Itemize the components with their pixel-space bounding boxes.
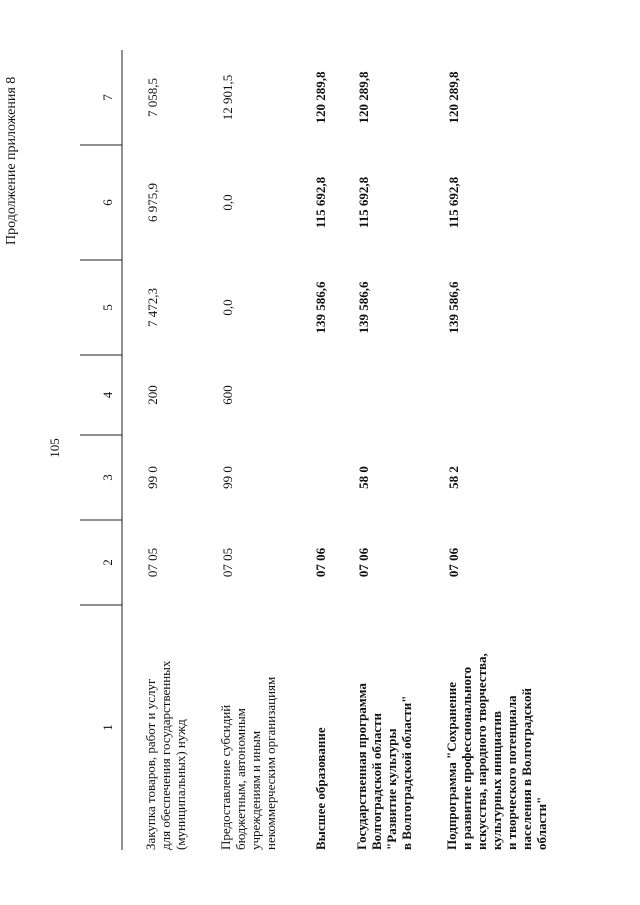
row-1-name-line-2: для обеспечения государственных xyxy=(158,660,173,850)
header-col-3: 3 xyxy=(100,474,115,481)
row-4-col-6: 115 692,8 xyxy=(356,176,371,229)
row-2-col-2: 07 05 xyxy=(220,547,235,578)
row-5-name-line-1: Подпрограмма "Сохранение xyxy=(444,681,459,850)
row-3-col-2: 07 06 xyxy=(313,547,328,578)
row-1-col-5: 7 472,3 xyxy=(145,288,160,327)
row-5-name-line-3: искусства, народного творчества, xyxy=(474,653,489,850)
row-5-name-line-7: области" xyxy=(534,796,549,850)
row-4-name-line-2: Волгоградской области xyxy=(369,712,384,850)
row-5-name xyxy=(444,590,549,850)
row-4-name-line-4: в Волгоградской области" xyxy=(399,695,414,850)
row-2-name-line-4: некоммерческим организациям xyxy=(263,676,278,850)
row-1-name xyxy=(143,590,188,850)
row-2-col-7: 12 901,5 xyxy=(220,74,235,121)
row-2-name xyxy=(218,590,278,850)
header-col-1: 1 xyxy=(100,724,115,731)
row-1-col-3: 99 0 xyxy=(145,466,160,489)
row-3-name-line-1: Высшее образование xyxy=(313,727,328,850)
row-4-col-2: 07 06 xyxy=(356,547,371,578)
row-2-name-line-3: учреждениям и иным xyxy=(248,730,263,850)
row-5-name-line-2: и развитие профессионального xyxy=(459,666,474,850)
row-3-col-7: 120 289,8 xyxy=(313,71,328,124)
row-3-col-5: 139 586,6 xyxy=(313,281,328,334)
row-5-col-7: 120 289,8 xyxy=(446,71,461,124)
row-4-col-5: 139 586,6 xyxy=(356,281,371,334)
row-2-name-line-1: Предоставление субсидий xyxy=(218,704,233,850)
row-2-name-line-2: бюджетным, автономным xyxy=(233,708,248,850)
row-4-col-7: 120 289,8 xyxy=(356,71,371,124)
row-2-col-6: 0,0 xyxy=(220,194,235,211)
row-5-col-3: 58 2 xyxy=(446,466,461,489)
row-2-col-3: 99 0 xyxy=(220,466,235,489)
row-4-name-line-3: "Развитие культуры xyxy=(384,728,399,850)
page-number: 105 xyxy=(47,438,62,458)
row-5-col-5: 139 586,6 xyxy=(446,281,461,334)
header-col-4: 4 xyxy=(100,391,115,399)
row-1-name-line-1: Закупка товаров, работ и услуг xyxy=(143,678,158,850)
row-5-col-2: 07 06 xyxy=(446,547,461,578)
row-1-col-7: 7 058,5 xyxy=(145,78,160,117)
row-4-name-line-1: Государственная программа xyxy=(354,683,369,850)
row-5-col-6: 115 692,8 xyxy=(446,176,461,229)
row-1-name-line-3: (муниципальных) нужд xyxy=(173,719,188,850)
row-1-col-4: 200 xyxy=(145,385,160,405)
row-1-col-2: 07 05 xyxy=(145,547,160,578)
row-2-col-4: 600 xyxy=(220,385,235,405)
row-2-col-5: 0,0 xyxy=(220,299,235,316)
row-3-name xyxy=(313,590,328,850)
header-col-6: 6 xyxy=(100,199,115,206)
header-col-7: 7 xyxy=(100,94,115,101)
row-1-col-6: 6 975,9 xyxy=(145,183,160,222)
row-4-col-3: 58 0 xyxy=(356,466,371,489)
row-4-name xyxy=(354,590,414,850)
header-col-2: 2 xyxy=(100,559,115,566)
header-col-5: 5 xyxy=(100,304,115,311)
row-5-name-line-5: и творческого потенциала xyxy=(504,695,519,850)
row-3-col-6: 115 692,8 xyxy=(313,176,328,229)
continuation-caption: Продолжение приложения 8 xyxy=(4,76,19,245)
row-5-name-line-6: населения в Волгоградской xyxy=(519,688,534,850)
row-5-name-line-4: культурных инициатив xyxy=(489,710,504,850)
